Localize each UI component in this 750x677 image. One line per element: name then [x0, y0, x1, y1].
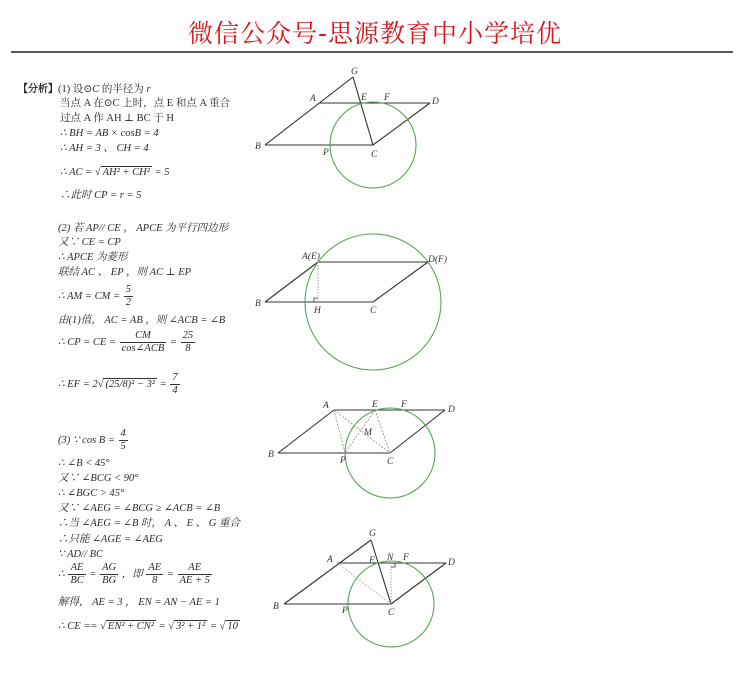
analysis-line: 联结 AC 、 EP ，则 AC ⊥ EP [58, 267, 192, 278]
analysis-line: ∴ AH = 3 、 CH = 4 [60, 143, 149, 154]
svg-text:C: C [370, 306, 377, 316]
svg-text:B: B [255, 299, 261, 309]
analysis-line: ∴只能 ∠AGE = ∠AEG [58, 534, 163, 545]
analysis-line: 又∵ ∠BCG < 90° [58, 473, 139, 484]
analysis-line: ∵ AD// BC [58, 549, 103, 560]
svg-text:C: C [387, 457, 394, 467]
svg-text:B: B [268, 450, 274, 460]
svg-text:B: B [255, 142, 261, 152]
svg-text:G: G [369, 529, 376, 539]
analysis-line: ∴ CP = CE = $\frac{CM}{\text{cos∠ACB}}$ = $\frac{25}{8}$ [58, 330, 194, 354]
svg-text:E: E [369, 556, 375, 566]
figure-2 [265, 234, 441, 370]
svg-text:P: P [342, 606, 348, 616]
analysis-line: 当点 A 在⊙C 上时，点 E 和点 A 重合 [60, 98, 231, 109]
analysis-line: ∴ ∠BGC > 45° [58, 488, 125, 499]
svg-text:A(E): A(E) [302, 252, 320, 262]
analysis-line: (2) 若 AP// CE ， APCE 为平行四边形 [58, 223, 229, 234]
analysis-label: 【分析】 [18, 84, 58, 95]
analysis-line: ∴此时 CP = r = 5 [60, 190, 142, 201]
svg-text:N: N [387, 553, 394, 563]
figure-4-labels [273, 529, 455, 618]
svg-text:B: B [273, 602, 279, 612]
analysis-line: ∴ BH = AB × cosB = 4 [60, 128, 159, 139]
analysis-line: ∴ CE == √ EN² + CN² = √ 3² + 1² = √ 10 [58, 621, 238, 632]
svg-text:D: D [432, 97, 439, 107]
svg-text:P: P [323, 148, 329, 158]
analysis-line: ∴ APCE 为菱形 [58, 252, 128, 263]
svg-text:H: H [314, 306, 321, 316]
analysis-line: ∴ AM = CM = $\frac{5}{2}$ [58, 284, 131, 308]
analysis-line: ∴当 ∠AEG = ∠B 时， A 、 E 、 G 重合 [58, 518, 240, 529]
svg-text:C: C [388, 608, 395, 618]
svg-text:E: E [361, 93, 367, 103]
analysis-line: ∴ $\frac{AE}{BC}$ = $\frac{AG}{BG}$ ，即 $\frac{AE}{8}$ = $\frac{AE}{AE + 5}$ [58, 562, 210, 586]
figure-4 [284, 540, 446, 647]
analysis-line: 【分析】(1) 设⊙C 的半径为 r [18, 84, 151, 95]
svg-text:F: F [384, 93, 390, 103]
svg-text:M: M [364, 428, 372, 438]
figure-1 [265, 77, 430, 188]
analysis-line: 又∵ ∠AEG = ∠BCG ≥ ∠ACB = ∠B [58, 503, 221, 514]
svg-text:E: E [372, 400, 378, 410]
svg-text:D(F): D(F) [428, 255, 447, 265]
analysis-line: 解得， AE = 3 ， EN = AN − AE = 1 [58, 597, 220, 608]
analysis-line: 由(1)值， AC = AB ，则 ∠ACB = ∠B [58, 315, 226, 326]
analysis-line: (3) ∵ cos B = $\frac{4}{5}$ [58, 428, 126, 452]
svg-text:G: G [351, 67, 358, 77]
svg-text:D: D [448, 405, 455, 415]
svg-text:A: A [323, 401, 329, 411]
analysis-line: 又∵ CE = CP [58, 237, 121, 248]
analysis-line: ∴ AC = √ AH² + CH² = 5 [60, 167, 170, 178]
svg-text:F: F [401, 400, 407, 410]
analysis-line: ∴ ∠B < 45° [58, 458, 110, 469]
svg-text:A: A [310, 94, 316, 104]
svg-text:F: F [403, 553, 409, 563]
svg-text:P: P [340, 456, 346, 466]
svg-text:A: A [327, 555, 333, 565]
analysis-line: 过点 A 作 AH ⊥ BC 于 H [60, 113, 175, 124]
figure-3 [278, 408, 445, 498]
figure-2-labels [255, 251, 447, 316]
svg-text:C: C [371, 150, 378, 160]
page-header-title: 微信公众号-思源教育中小学培优 [187, 19, 563, 48]
svg-text:D: D [448, 558, 455, 568]
analysis-line: ∴ EF = 2√ (25/8)² − 3² = $\frac{7}{4}$ [58, 372, 178, 396]
